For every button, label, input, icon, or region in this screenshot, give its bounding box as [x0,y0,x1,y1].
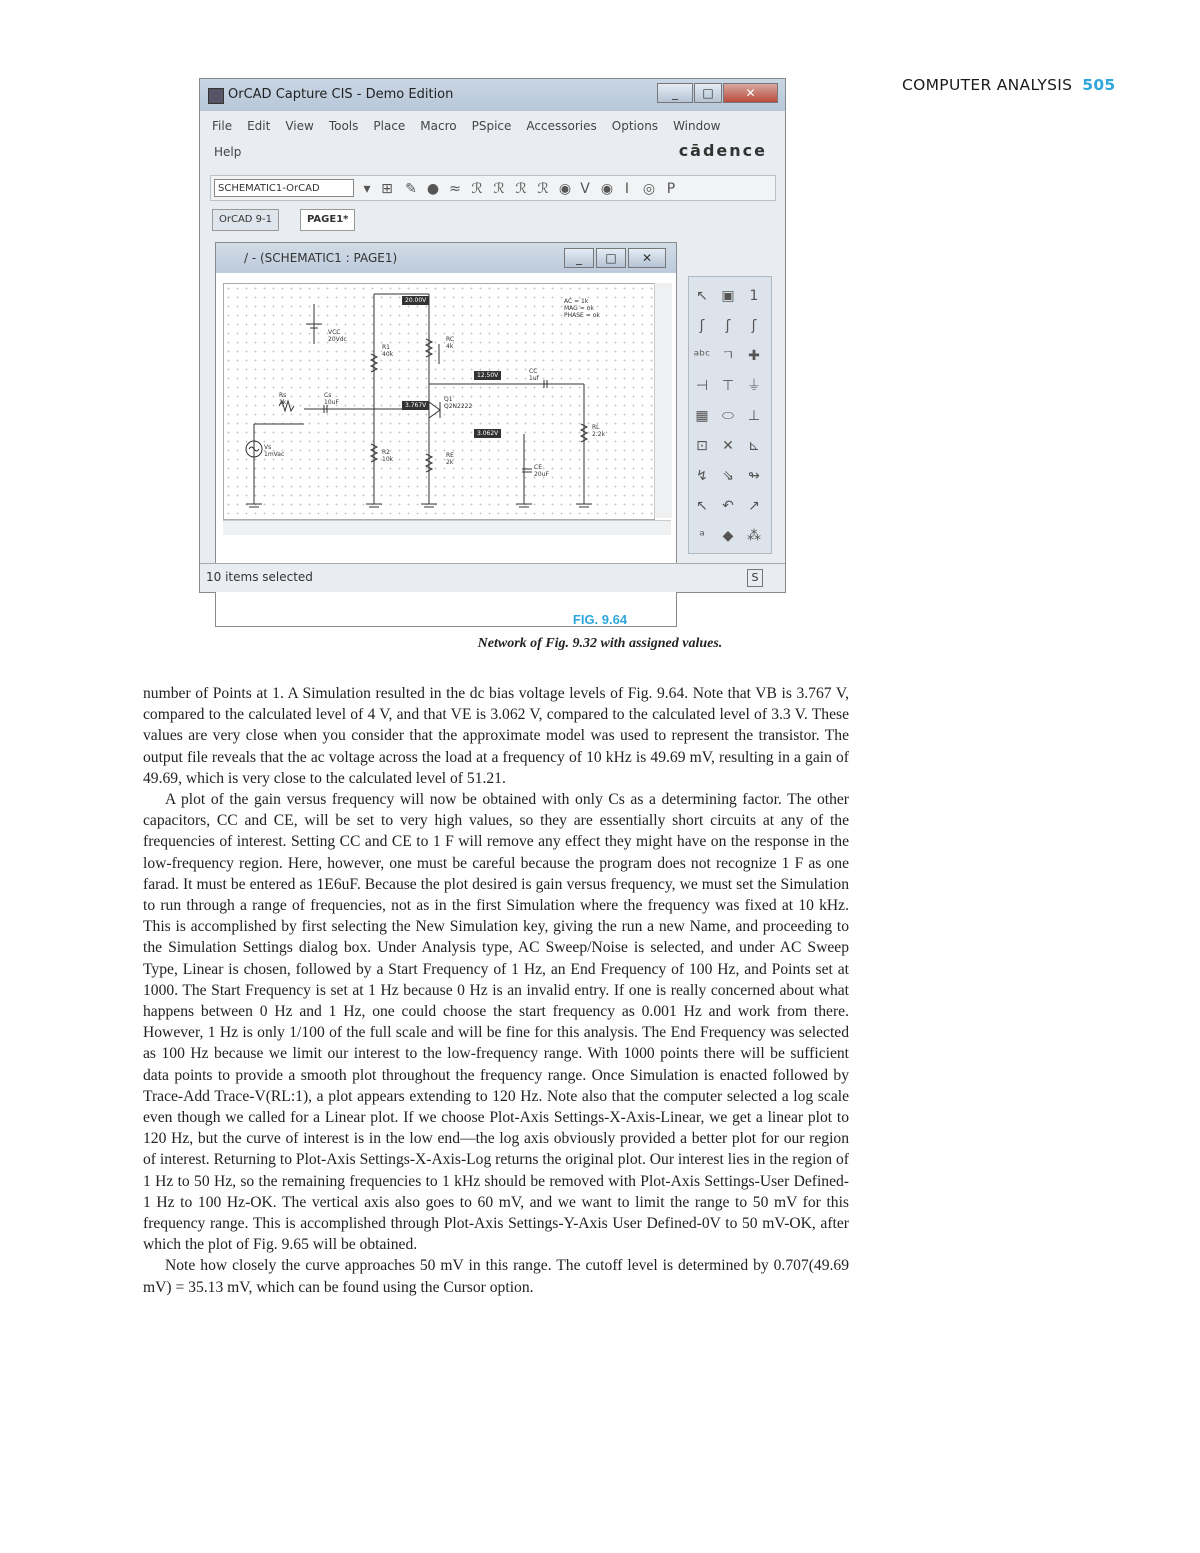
paragraph-1: number of Points at 1. A Simulation resulted in the dc bias voltage levels of Fig. 9.64. Note that VB is 3.767 V, compared to the calculated level of 4 V, and that VE is 3.062 V, compared to the calculated level of 3.3 V. These values are very close when you consider that the approximate model was used to represent the transistor. The output file reveals that the ac voltage across the load at a frequency of 10 kHz is 49.69 mV, resulting in a gain of 49.69, which is very close to the calculated level of 51.21. [143,685,849,787]
ce-label: CE 20uF [534,464,549,478]
marker-i-icon[interactable]: ℛ [515,181,527,197]
wire-icon[interactable]: 1 [749,288,759,304]
label-icon[interactable]: ᵃ [699,528,705,544]
power-icon[interactable]: ◎ [642,181,656,197]
ac-source-label: AC = 1k MAG = ok PHASE = ok [564,298,600,319]
bus-entry-icon[interactable]: ʃ [751,318,757,334]
child-close-icon[interactable]: ✕ [628,248,666,268]
power-display-icon[interactable]: P [666,181,676,197]
status-bar [200,563,785,592]
status-s-button[interactable]: S [747,569,763,587]
body-text [143,683,849,1298]
voltage-label-emitter: 3.062V [474,429,501,438]
bezier-icon[interactable]: ↗ [748,498,760,514]
menu-place[interactable]: Place [373,119,406,133]
rs-label: Rs 1k [279,392,287,406]
run-icon[interactable]: ● [426,181,440,197]
part-icon[interactable]: ▣ [721,288,735,304]
close-icon[interactable]: ✕ [723,83,778,103]
edit-sim-icon[interactable]: ✎ [405,181,417,197]
misc-icon[interactable]: ⁂ [747,528,761,544]
q1-label: Q1 Q2N2222 [444,396,473,410]
menu-help[interactable]: Help [214,145,242,159]
hier-port-icon[interactable]: ⊡ [696,438,708,454]
line-icon[interactable]: ⊾ [748,438,760,454]
vs-label: Vs 1mVac [264,444,285,458]
cc-label: CC 1uf [529,368,539,382]
select-icon[interactable]: ↖ [696,288,708,304]
paragraph-2: A plot of the gain versus frequency will now be obtained with only Cs as a determining factor. The other capacitors, CC and CE, will be set to very high values, so they are essentially short circuits at any of the frequencies of interest. Setting CC and CE to 1 F will remove any effect they might have on the response in the low-frequency region. Here, however, one must be careful because the program does not recognize 1 F as one farad. It must be entered as 1E6uF. Because the plot desired is gain versus frequency, we must set the Simulation to run through a range of frequencies, not as in the first Simulation where the frequency was fixed at 10 kHz. This is accomplished by first selecting the New Simulation key, giving the run a new Name, and proceeding to the Simulation Settings dialog box. Under Analysis type, AC Sweep/Noise is selected, and under AC Sweep Type, Linear is chosen, followed by a Start Frequency of 1 Hz, an End Frequency of 100 Hz, and Points set at 1000. The Start Frequency is set at 1 Hz because 0 Hz is an invalid entry. If one is really concerned about what happens between 0 Hz and 1 Hz, one could choose the start frequency as 0.001 Hz and work from there. However, 1 Hz is only 1/100 of the full scale and will be fine for this analysis. The End Frequency was selected as 100 Hz because we limit our interest to the low-frequency range. With 1000 points there will be sufficient data points to provide a smooth plot throughout the frequency range. Once Simulation is enacted followed by Trace-Add Trace-V(RL:1), a plot appears extending to 120 Hz. Note also that the computer selected a log scale even though we called for a Linear plot. If we choose Plot-Axis Settings-X-Axis-Linear, we get a linear plot to 120 Hz, but the curve of interest is in the low end—the log axis obviously provided a better plot for our region of interest. Returning to Plot-Axis Settings-X-Axis-Log returns the original plot. Our interest lies in the region of 1 Hz to 50 Hz, so the remaining frequencies to 1 kHz should be removed with Plot-Axis Settings-User Defined-1 Hz to 100 Hz-OK. The vertical axis also goes to 60 mV, and we want to limit the range to 50 mV for this frequency range. This is accomplished through Plot-Axis Settings-Y-Axis User Defined-0V to 50 mV-OK, after which the plot of Fig. 9.65 will be obtained. [143,791,849,1254]
rectangle-icon[interactable]: ⇘ [722,468,734,484]
ground-icon[interactable]: ⏚ [747,378,761,394]
bias-current-icon[interactable]: ◉ [600,181,614,197]
schematic-title-bar[interactable] [216,243,676,273]
bus-icon[interactable]: ʃ [699,318,705,334]
menu-edit[interactable]: Edit [247,119,271,133]
menu-view[interactable]: View [285,119,314,133]
bias-voltage-icon[interactable]: ◉ [558,181,572,197]
paragraph-3: Note how closely the curve approaches 50 mV in this range. The cutoff level is determined by 0.707(49.69 mV) = 35.13 mV, which can be found using the Cursor option. [143,1257,849,1296]
menu-pspice[interactable]: PSpice [471,119,512,133]
no-connect-icon[interactable]: ✕ [722,438,734,454]
voltage-label-top: 20.00V [402,296,429,305]
text-icon[interactable]: ↖ [696,498,708,514]
schematic-canvas[interactable] [223,283,655,520]
maximize-icon[interactable]: □ [694,83,722,103]
draw-palette [688,276,772,554]
tab-page1[interactable]: PAGE1* [300,209,355,231]
title-bar[interactable] [200,79,785,111]
re-label: RE 2k [446,452,454,466]
section-title: COMPUTER ANALYSIS [902,76,1073,94]
hier-block-icon[interactable]: ▦ [695,408,709,424]
image-icon[interactable]: ◆ [722,528,734,544]
offpage-icon[interactable]: ⊣ [695,378,709,394]
menu-options[interactable]: Options [611,119,659,133]
menu-macro[interactable]: Macro [420,119,457,133]
toolbar [210,175,776,201]
minimize-icon[interactable]: _ [657,83,693,103]
orcad-window [199,78,786,593]
app-icon [208,88,224,104]
menu-bar [212,119,772,133]
rl-label: RL 2.2k [592,424,606,438]
figure-caption: Network of Fig. 9.32 with assigned values. [477,636,723,651]
menu-window[interactable]: Window [673,119,721,133]
horizontal-scrollbar[interactable] [223,520,671,535]
marker-vd-icon[interactable]: ℛ [493,181,505,197]
running-header [902,76,1116,94]
net-alias-icon[interactable]: ᵃᵇᶜ [693,348,711,364]
schematic-title: / - (SCHEMATIC1 : PAGE1) [244,251,398,265]
marker-p-icon[interactable]: ℛ [537,181,549,197]
page-number: 505 [1082,76,1116,94]
voltage-label-collector: 12.50V [474,371,501,380]
project-combo[interactable]: SCHEMATIC1-OrCAD [214,179,354,197]
status-text: 10 items selected [206,570,313,584]
pin-icon[interactable]: ⊥ [747,408,761,424]
power-port-icon[interactable]: ㄱ [721,348,735,364]
vcc-icon[interactable]: ⊤ [721,378,735,394]
bias-icon[interactable]: ⊞ [381,181,393,197]
vcc-label: VCC 20Vdc [328,329,347,343]
view-sim-icon[interactable]: ≈ [449,181,461,197]
cs-label: Cs 10uF [324,392,339,406]
figure-number: FIG. 9.64 [572,612,628,627]
cross-icon[interactable]: ✚ [748,348,760,364]
voltage-label-base: 3.767V [402,401,429,410]
child-minimize-icon[interactable]: _ [564,248,594,268]
menu-tools[interactable]: Tools [328,119,359,133]
menu-file[interactable]: File [212,119,233,133]
vertical-scrollbar[interactable] [654,283,672,518]
cadence-logo: cādence [678,141,767,160]
voltage-display-icon[interactable]: V [580,181,590,197]
arc-icon[interactable]: ↬ [748,468,760,484]
netlist-icon[interactable]: ▾ [363,181,371,197]
rc-label: RC 4k [446,336,455,350]
menu-accessories[interactable]: Accessories [526,119,597,133]
tab-orcad[interactable]: OrCAD 9-1 [212,209,279,231]
junction-icon[interactable]: ʃ [725,318,731,334]
polyline-icon[interactable]: ↯ [696,468,708,484]
marker-v-icon[interactable]: ℛ [471,181,483,197]
circuit-wires [224,284,654,519]
current-display-icon[interactable]: I [624,181,630,197]
window-title: OrCAD Capture CIS - Demo Edition [228,87,454,102]
r1-label: R1 40k [382,344,394,358]
r2-label: R2 10k [382,449,394,463]
ellipse-icon[interactable]: ⬭ [722,408,734,424]
zoom-icon[interactable]: ↶ [722,498,734,514]
child-maximize-icon[interactable]: □ [596,248,626,268]
